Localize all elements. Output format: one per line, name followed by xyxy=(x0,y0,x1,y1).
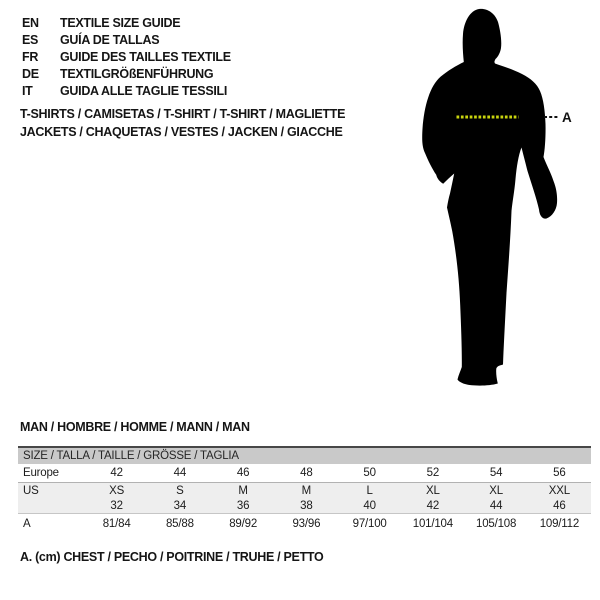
guide-title-es: GUÍA DE TALLAS xyxy=(60,33,160,47)
table-cell: 56 xyxy=(553,467,566,479)
language-code: ES xyxy=(22,33,39,47)
row-label: US xyxy=(23,484,39,497)
size-table-header: SIZE / TALLA / TAILLE / GRÖSSE / TAGLIA xyxy=(18,448,591,464)
size-table xyxy=(18,446,591,533)
table-cell: M xyxy=(301,484,312,497)
table-row-europe xyxy=(18,464,591,483)
table-cell: 42 xyxy=(110,467,123,479)
table-cell: L xyxy=(366,484,373,497)
table-cell: 44 xyxy=(173,467,187,479)
category-line-tshirts: T-SHIRTS / CAMISETAS / T-SHIRT / T-SHIRT / MAGLIETTE xyxy=(20,107,346,121)
man-silhouette xyxy=(422,9,557,386)
table-cell: 93/96 xyxy=(292,517,321,530)
table-cell: 50 xyxy=(363,467,376,479)
measurement-label-a: A xyxy=(562,110,572,125)
table-cell: XL xyxy=(426,484,440,497)
table-cell: 48 xyxy=(300,467,313,479)
table-cell: 81/84 xyxy=(102,517,131,530)
table-cell: 36 xyxy=(236,499,250,512)
language-code: FR xyxy=(22,50,39,64)
language-code: EN xyxy=(22,16,39,30)
language-code: DE xyxy=(22,67,39,81)
table-cell: XS xyxy=(109,484,125,497)
guide-title-en: TEXTILE SIZE GUIDE xyxy=(60,16,181,30)
language-code: IT xyxy=(22,84,33,98)
table-cell: M xyxy=(238,484,248,497)
guide-title-fr: GUIDE DES TAILLES TEXTILE xyxy=(60,50,231,64)
category-line-jackets: JACKETS / CHAQUETAS / VESTES / JACKEN / GIACCHE xyxy=(20,125,343,139)
measurement-footnote: A. (cm) CHEST / PECHO / POITRINE / TRUHE / PETTO xyxy=(20,550,324,564)
row-label: A xyxy=(23,517,31,530)
section-title-man: MAN / HOMBRE / HOMME / MANN / MAN xyxy=(20,420,250,434)
table-cell: 105/108 xyxy=(476,517,517,530)
table-row-us xyxy=(18,483,591,498)
table-cell: 89/92 xyxy=(229,517,258,530)
table-cell: XL xyxy=(489,484,503,497)
table-cell: 38 xyxy=(300,499,313,512)
table-cell: 34 xyxy=(173,499,187,512)
row-label: Europe xyxy=(23,467,59,479)
table-cell: 42 xyxy=(426,499,440,512)
table-cell: 46 xyxy=(236,467,250,479)
guide-title-de: TEXTILGRÖßENFÜHRUNG xyxy=(60,67,214,81)
table-cell: 40 xyxy=(363,499,376,512)
table-row-chest-a xyxy=(18,514,591,533)
table-cell: 109/112 xyxy=(539,517,580,530)
table-cell: S xyxy=(176,484,184,497)
table-cell: 85/88 xyxy=(165,517,194,530)
table-cell: XXL xyxy=(548,484,570,497)
table-cell: 54 xyxy=(489,467,503,479)
table-cell: 97/100 xyxy=(352,517,387,530)
table-cell: 46 xyxy=(553,499,566,512)
table-row-us-numeric xyxy=(18,498,591,514)
table-cell: 44 xyxy=(489,499,503,512)
table-cell: 52 xyxy=(426,467,440,479)
guide-title-it: GUIDA ALLE TAGLIE TESSILI xyxy=(60,84,228,98)
table-cell: 101/104 xyxy=(412,517,453,530)
table-cell: 32 xyxy=(110,499,123,512)
